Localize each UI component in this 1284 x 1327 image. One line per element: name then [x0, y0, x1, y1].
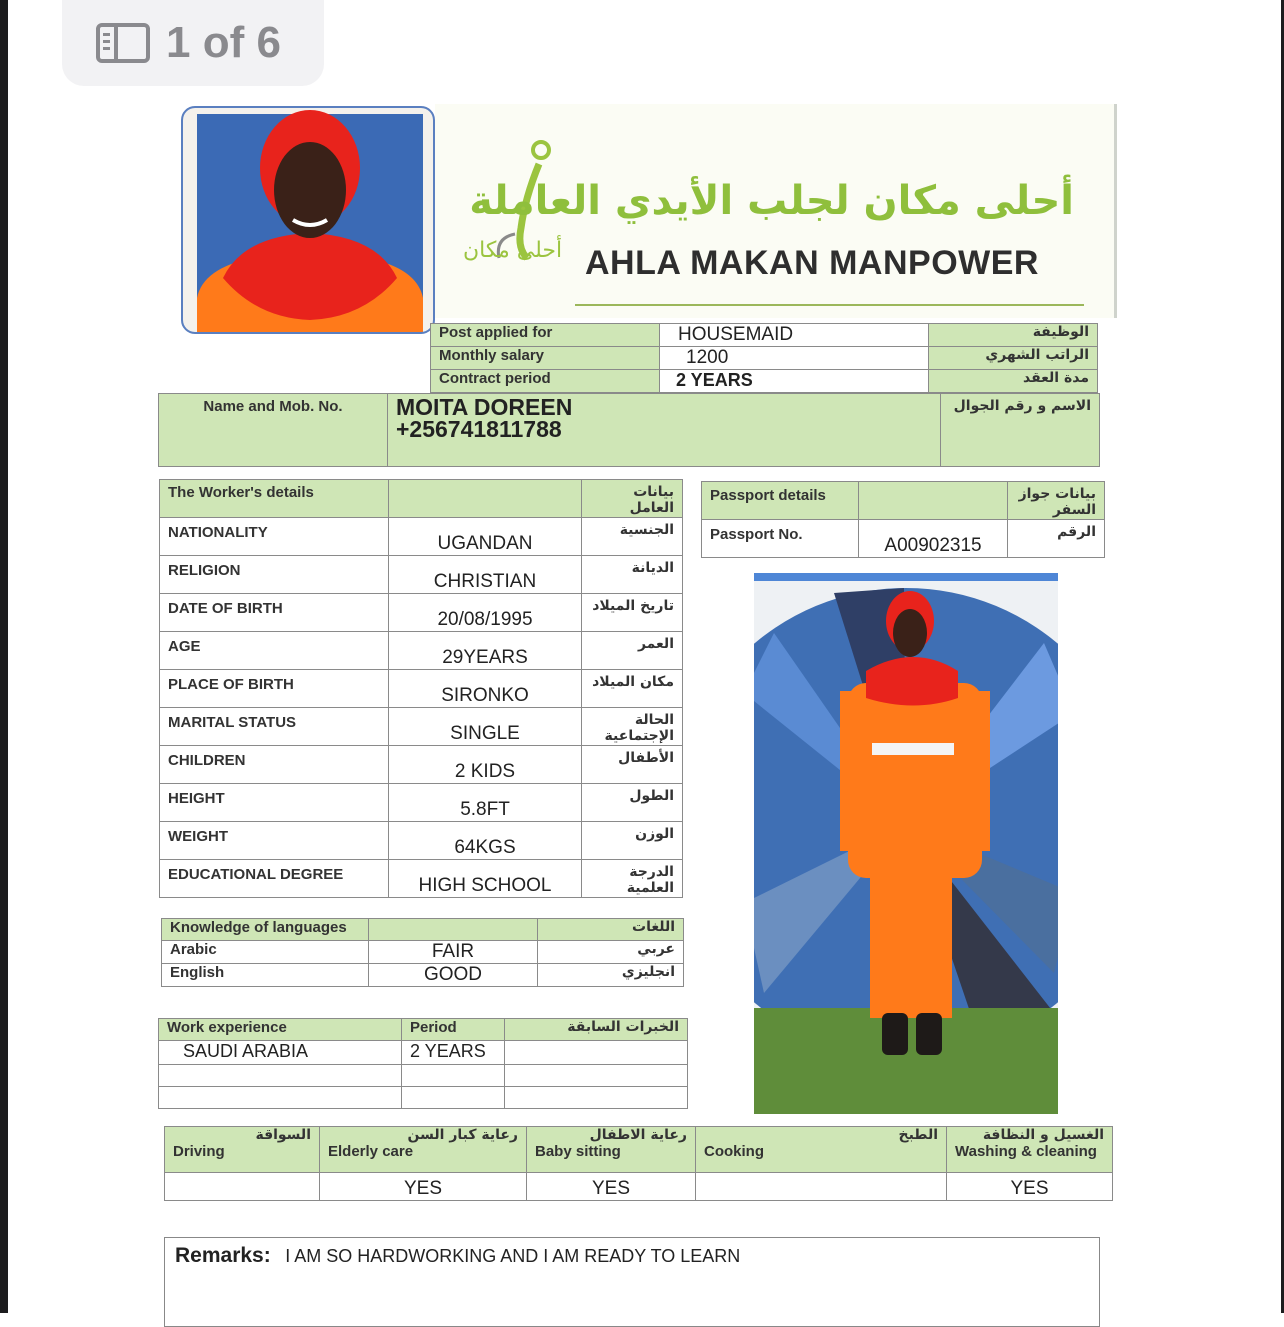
dob-label-ar: تاريخ الميلاد [582, 594, 683, 632]
worker-details-header-ar: بيانات العامل [582, 480, 683, 518]
name-label-ar: الاسم و رقم الجوال [941, 394, 1100, 467]
education-value: HIGH SCHOOL [389, 860, 582, 898]
skill-elderly-header [320, 1127, 527, 1173]
logo-small-arabic: أحلى مكان [463, 238, 563, 263]
passport-header-ar: بيانات جواز السفر [1008, 482, 1105, 520]
page-indicator[interactable] [62, 0, 324, 86]
birthplace-label: PLACE OF BIRTH [160, 670, 389, 708]
height-label-ar: الطول [582, 784, 683, 822]
contract-label-ar: مدة العقد [929, 370, 1098, 393]
contract-label: Contract period [431, 370, 660, 393]
skill-washing-label-ar: الغسيل و النظافة [982, 1127, 1104, 1143]
languages-header-ar: اللغات [538, 919, 684, 941]
education-label: EDUCATIONAL DEGREE [160, 860, 389, 898]
skill-washing-header [947, 1127, 1113, 1173]
experience-country: SAUDI ARABIA [159, 1041, 402, 1065]
marital-label: MARITAL STATUS [160, 708, 389, 746]
company-logo-header [435, 104, 1117, 318]
english-label-ar: انجليزي [538, 964, 684, 987]
arabic-label: Arabic [162, 941, 369, 964]
experience-table [158, 1018, 688, 1109]
experience-header: Work experience [159, 1019, 402, 1041]
worker-details-table [159, 479, 683, 898]
company-name-arabic: أحلى مكان لجلب الأيدي العاملة [469, 178, 1074, 224]
worker-name: MOITA DOREEN [396, 394, 573, 420]
birthplace-value: SIRONKO [389, 670, 582, 708]
skill-washing-label: Washing & cleaning [955, 1143, 1097, 1160]
nationality-value: UGANDAN [389, 518, 582, 556]
nationality-label: NATIONALITY [160, 518, 389, 556]
english-label: English [162, 964, 369, 987]
experience-period: 2 YEARS [402, 1041, 505, 1065]
children-label-ar: الأطفال [582, 746, 683, 784]
skill-baby-header [527, 1127, 696, 1173]
remarks-label: Remarks: [175, 1244, 271, 1267]
page-indicator-text: 1 of 6 [166, 18, 281, 67]
portrait-photo [181, 106, 435, 334]
salary-label: Monthly salary [431, 347, 660, 370]
children-label: CHILDREN [160, 746, 389, 784]
table-row [160, 556, 683, 594]
arabic-label-ar: عربي [538, 941, 684, 964]
name-table [158, 393, 1100, 467]
languages-table [161, 918, 684, 987]
table-row [162, 964, 684, 987]
arabic-value: FAIR [369, 941, 538, 964]
passport-label: Passport No. [702, 520, 859, 558]
name-value [388, 394, 941, 467]
age-label: AGE [160, 632, 389, 670]
post-label: Post applied for [431, 324, 660, 347]
table-row [160, 746, 683, 784]
skill-cooking-header [696, 1127, 947, 1173]
skill-driving-value [165, 1173, 320, 1201]
post-value: HOUSEMAID [660, 324, 929, 347]
table-row [159, 1041, 688, 1065]
sidebar-icon[interactable] [96, 23, 150, 63]
table-row [160, 860, 683, 898]
religion-label-ar: الديانة [582, 556, 683, 594]
skill-driving-label: Driving [173, 1143, 225, 1160]
age-label-ar: العمر [582, 632, 683, 670]
worker-mobile: +256741811788 [396, 416, 562, 442]
table-row [160, 518, 683, 556]
skill-driving-header [165, 1127, 320, 1173]
children-value: 2 KIDS [389, 746, 582, 784]
languages-header: Knowledge of languages [162, 919, 369, 941]
skill-baby-label: Baby sitting [535, 1143, 621, 1160]
skill-washing-value: YES [947, 1173, 1113, 1201]
passport-value: A00902315 [859, 520, 1008, 558]
name-label: Name and Mob. No. [159, 394, 388, 467]
weight-label: WEIGHT [160, 822, 389, 860]
english-value: GOOD [369, 964, 538, 987]
table-row [160, 594, 683, 632]
company-name: AHLA MAKAN MANPOWER [585, 244, 1039, 282]
birthplace-label-ar: مكان الميلاد [582, 670, 683, 708]
table-row [160, 784, 683, 822]
skill-cooking-label: Cooking [704, 1143, 764, 1160]
nationality-label-ar: الجنسية [582, 518, 683, 556]
logo-divider [575, 304, 1084, 306]
passport-header: Passport details [702, 482, 859, 520]
table-row [162, 941, 684, 964]
viewer-left-edge [0, 0, 8, 1313]
weight-label-ar: الوزن [582, 822, 683, 860]
education-label-ar: الدرجة العلمية [582, 860, 683, 898]
dob-value: 20/08/1995 [389, 594, 582, 632]
experience-header-ar: الخبرات السابقة [505, 1019, 688, 1041]
table-row [160, 670, 683, 708]
marital-value: SINGLE [389, 708, 582, 746]
skill-elderly-label-ar: رعاية كبار السن [407, 1127, 518, 1143]
table-row [160, 632, 683, 670]
skills-table [164, 1126, 1113, 1201]
table-row [160, 822, 683, 860]
worker-details-header: The Worker's details [160, 480, 389, 518]
marital-label-ar: الحالة الإجتماعية [582, 708, 683, 746]
age-value: 29YEARS [389, 632, 582, 670]
table-row [160, 708, 683, 746]
skill-elderly-value: YES [320, 1173, 527, 1201]
post-label-ar: الوظيفة [929, 324, 1098, 347]
remarks-text: I AM SO HARDWORKING AND I AM READY TO LEARN [285, 1246, 741, 1266]
skill-baby-value: YES [527, 1173, 696, 1201]
height-label: HEIGHT [160, 784, 389, 822]
salary-label-ar: الراتب الشهري [929, 347, 1098, 370]
skill-cooking-label-ar: الطبخ [898, 1127, 938, 1143]
religion-value: CHRISTIAN [389, 556, 582, 594]
height-value: 5.8FT [389, 784, 582, 822]
skill-cooking-value [696, 1173, 947, 1201]
full-body-photo [754, 573, 1058, 1114]
skill-baby-label-ar: رعاية الاطفال [589, 1127, 687, 1143]
passport-label-ar: الرقم [1008, 520, 1105, 558]
skill-driving-label-ar: السواقة [255, 1127, 311, 1143]
remarks-box [164, 1237, 1100, 1327]
salary-value: 1200 [660, 347, 929, 370]
religion-label: RELIGION [160, 556, 389, 594]
contract-value: 2 YEARS [660, 370, 929, 393]
job-info-table [430, 323, 1098, 393]
dob-label: DATE OF BIRTH [160, 594, 389, 632]
skill-elderly-label: Elderly care [328, 1143, 414, 1160]
period-header: Period [402, 1019, 505, 1041]
passport-table [701, 481, 1105, 558]
weight-value: 64KGS [389, 822, 582, 860]
